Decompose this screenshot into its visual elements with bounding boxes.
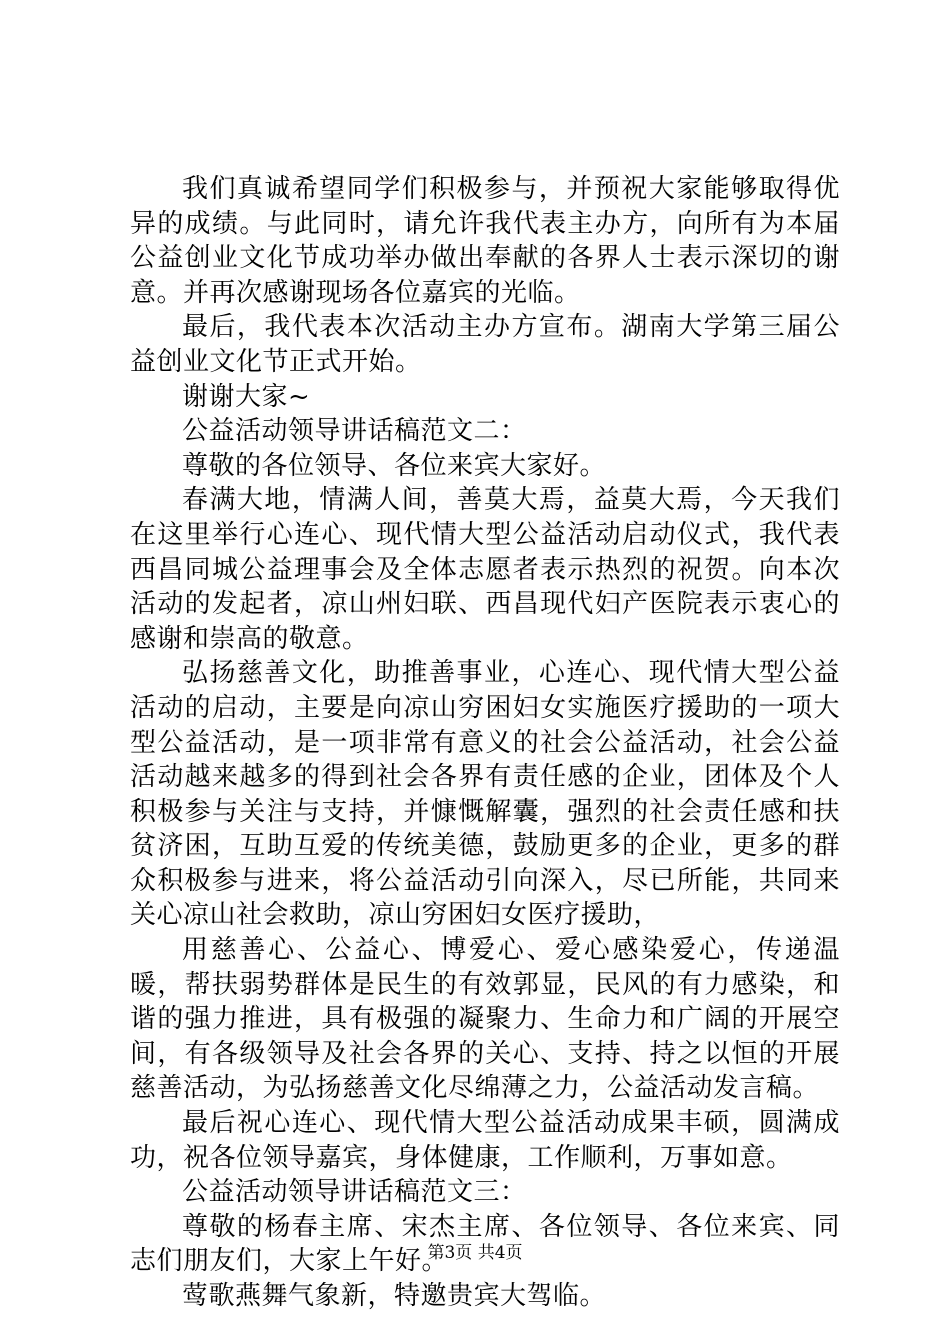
salutation: 尊敬的各位领导、各位来宾大家好。: [182, 450, 607, 481]
paragraph: 我们真诚希望同学们积极参与，并预祝大家能够取得优异的成绩。与此同时，请允许我代表主办方，向所有为本届公益创业文化节成功举办做出奉献的各界人士表示深切的谢意。并再次感谢现场各位嘉宾的光临。: [130, 174, 840, 308]
paragraph: 春满大地，情满人间，善莫大焉，益莫大焉，今天我们在这里举行心连心、现代情大型公益活动启动仪式，我代表西昌同城公益理事会及全体志愿者表示热烈的祝贺。向本次活动的发起者，凉山州妇联、西昌现代妇产医院表示衷心的感谢和崇高的敬意。: [130, 485, 840, 654]
paragraph: 用慈善心、公益心、博爱心、爱心感染爱心，传递温暖，帮扶弱势群体是民生的有效郭显，民风的有力感染，和谐的强力推进，具有极强的凝聚力、生命力和广阔的开展空间，有各级领导及社会各界的关心、支持、持之以恒的开展慈善活动，为弘扬慈善文化尽绵薄之力，公益活动发言稿。: [130, 935, 840, 1104]
salutation: 尊敬的杨春主席、宋杰主席、各位领导、各位来宾、同志们朋友们，大家上午好。: [130, 1211, 840, 1277]
paragraph: 弘扬慈善文化，助推善事业，心连心、现代情大型公益活动的启动，主要是向凉山穷困妇女实施医疗援助的一项大型公益活动，是一项非常有意义的社会公益活动，社会公益活动越来越多的得到社会各界有责任感的企业，团体及个人积极参与关注与支持，并慷慨解囊，强烈的社会责任感和扶贫济困，互助互爱的传统美德，鼓励更多的企业，更多的群众积极参与进来，将公益活动引向深入，尽已所能，共同来关心凉山社会救助，凉山穷困妇女医疗援助，: [130, 658, 840, 931]
paragraph: 谢谢大家~: [182, 381, 311, 412]
section-heading: 公益活动领导讲话稿范文二：: [182, 416, 527, 447]
paragraph: 最后祝心连心、现代情大型公益活动成果丰硕，圆满成功，祝各位领导嘉宾，身体健康，工作顺利，万事如意。: [130, 1108, 840, 1173]
section-heading: 公益活动领导讲话稿范文三：: [182, 1177, 527, 1208]
paragraph: 最后，我代表本次活动主办方宣布。湖南大学第三届公益创业文化节正式开始。: [130, 312, 840, 377]
document-body: [130, 172, 840, 1314]
paragraph: 莺歌燕舞气象新，特邀贵宾大驾临。: [182, 1281, 607, 1311]
page-number-footer: 第3页 共4页: [427, 1243, 523, 1263]
